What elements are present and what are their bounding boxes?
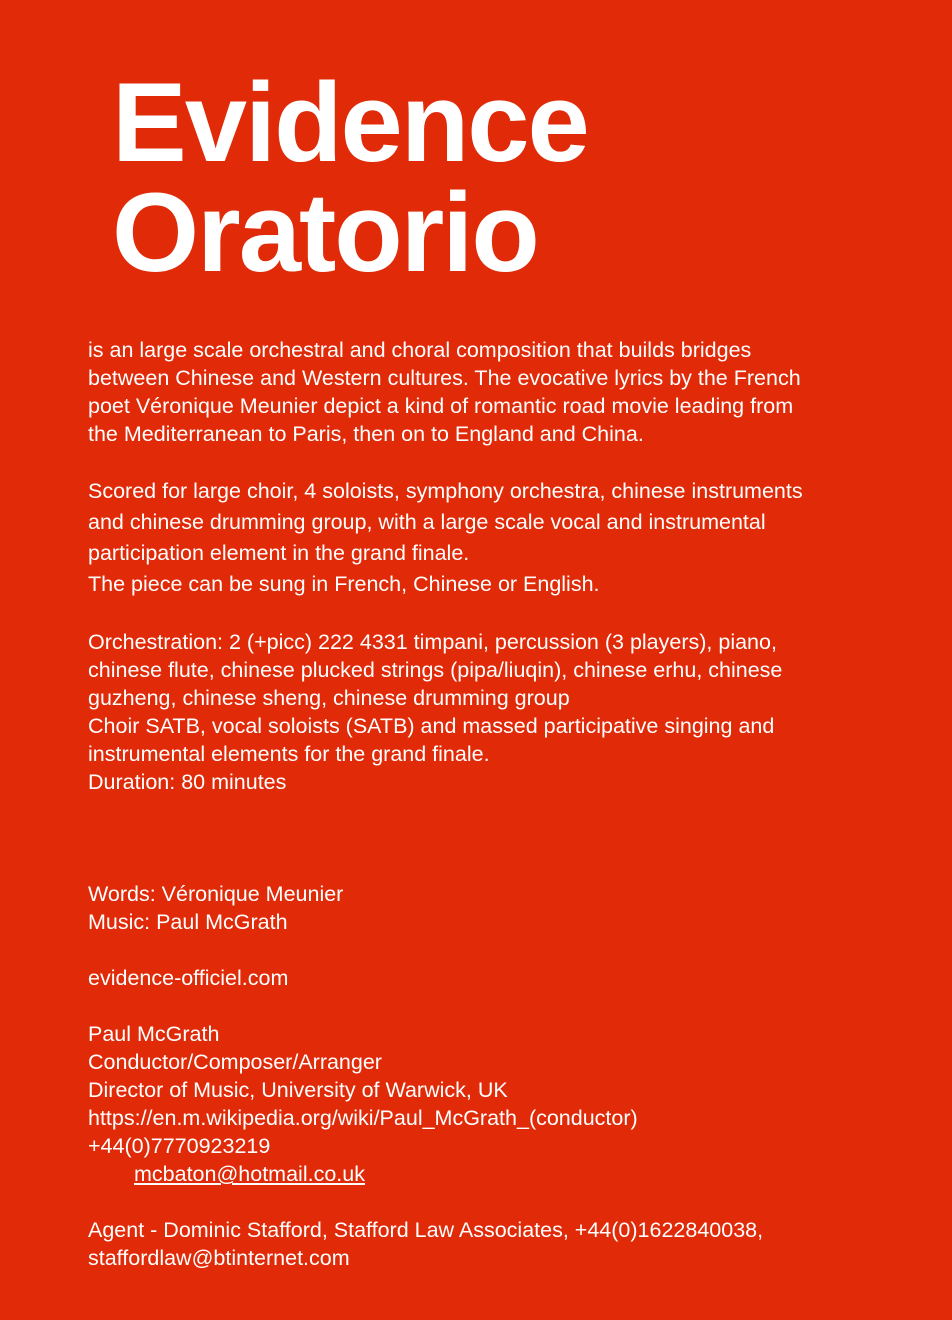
music-credit: Music: Paul McGrath — [88, 910, 288, 934]
intro-line: poet Véronique Meunier depict a kind of romantic road movie leading from — [88, 394, 794, 418]
orchestration-line: Choir SATB, vocal soloists (SATB) and massed participative singing and — [88, 714, 775, 738]
intro-paragraph — [88, 336, 938, 448]
scoring-line: and chinese drumming group, with a large scale vocal and instrumental — [88, 510, 766, 534]
contact-name: Paul McGrath — [88, 1022, 220, 1046]
document-body — [88, 336, 938, 1272]
contact-role: Conductor/Composer/Arranger — [88, 1050, 382, 1074]
agent-block — [88, 1216, 938, 1272]
agent-line-2: staffordlaw@btinternet.com — [88, 1246, 350, 1270]
orchestration-line: Orchestration: 2 (+picc) 222 4331 timpani, percussion (3 players), piano, — [88, 630, 777, 654]
orchestration-line: instrumental elements for the grand finale. — [88, 742, 490, 766]
contact-position: Director of Music, University of Warwick, UK — [88, 1078, 508, 1102]
contact-wiki: https://en.m.wikipedia.org/wiki/Paul_McGrath_(conductor) — [88, 1106, 638, 1130]
scoring-paragraph — [88, 476, 938, 600]
words-credit: Words: Véronique Meunier — [88, 882, 344, 906]
orchestration-paragraph — [88, 628, 938, 796]
contact-phone: +44(0)7770923219 — [88, 1134, 271, 1158]
orchestration-line: guzheng, chinese sheng, chinese drumming group — [88, 686, 570, 710]
intro-line: is an large scale orchestral and choral composition that builds bridges — [88, 338, 752, 362]
title-line-2: Oratorio — [112, 170, 538, 295]
scoring-line: participation element in the grand finale. — [88, 541, 470, 565]
website-text: evidence-officiel.com — [88, 966, 289, 990]
credits — [88, 880, 938, 936]
website — [88, 964, 938, 992]
phone-email-row — [88, 1132, 938, 1188]
orchestration-line: chinese flute, chinese plucked strings (pipa/liuqin), chinese erhu, chinese — [88, 658, 783, 682]
title-line-1: Evidence — [112, 60, 588, 185]
scoring-line: The piece can be sung in French, Chinese or English. — [88, 572, 600, 596]
duration-line: Duration: 80 minutes — [88, 770, 287, 794]
contact-block — [88, 1020, 938, 1188]
intro-line: the Mediterranean to Paris, then on to England and China. — [88, 422, 644, 446]
scoring-line: Scored for large choir, 4 soloists, symphony orchestra, chinese instruments — [88, 479, 803, 503]
email-link[interactable]: mcbaton@hotmail.co.uk — [134, 1162, 365, 1186]
document-title — [112, 60, 588, 295]
intro-line: between Chinese and Western cultures. The evocative lyrics by the French — [88, 366, 801, 390]
agent-line-1: Agent - Dominic Stafford, Stafford Law Associates, +44(0)1622840038, — [88, 1218, 764, 1242]
